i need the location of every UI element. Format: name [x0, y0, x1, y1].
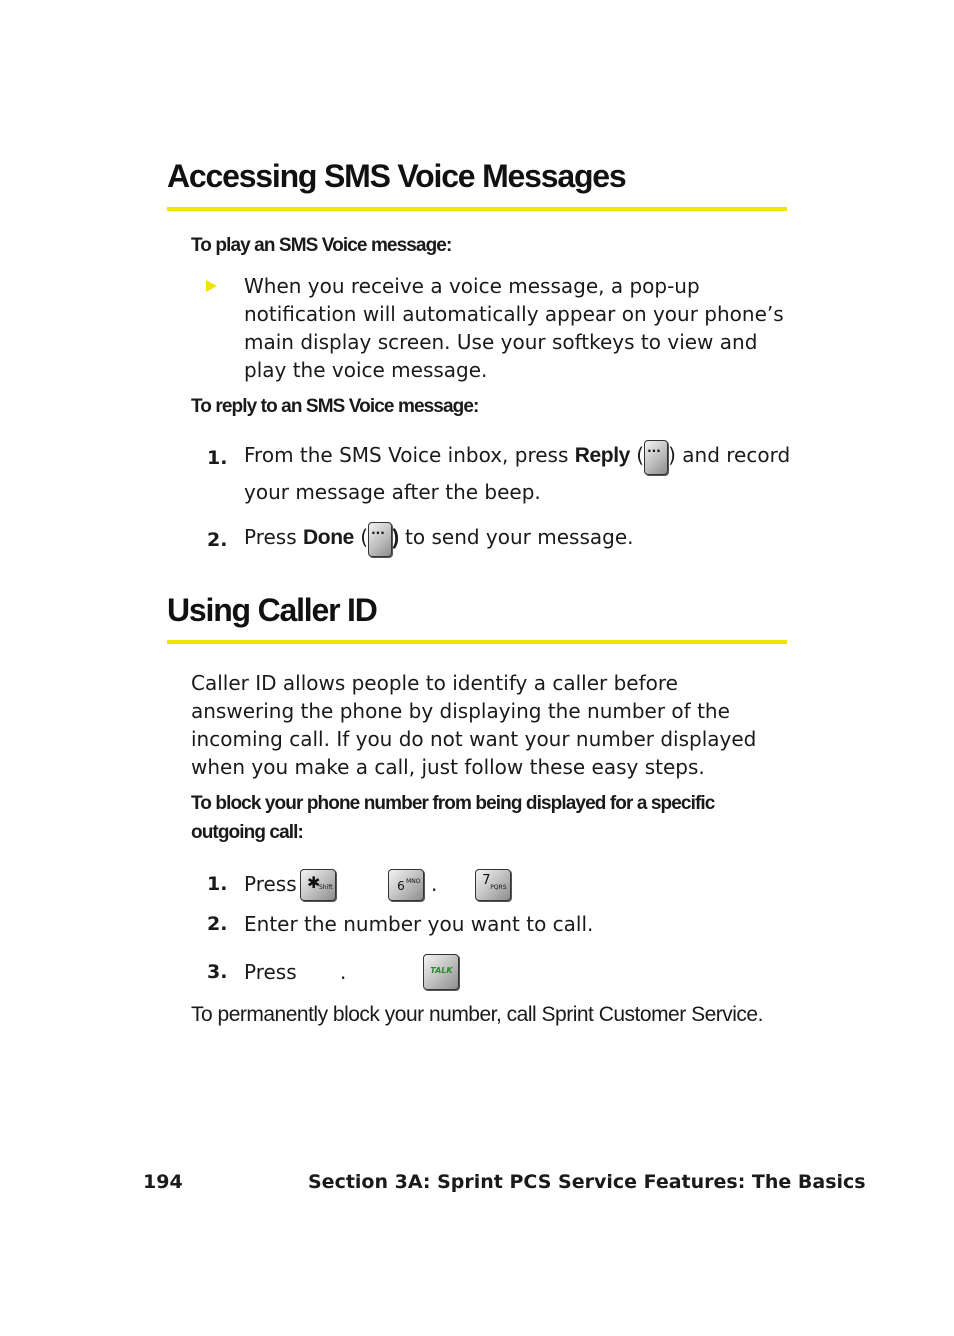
step-text-end: .	[340, 960, 347, 984]
section-rule	[167, 640, 787, 644]
section-title-sms-voice: Accessing SMS Voice Messages	[167, 158, 626, 194]
step-number: 2.	[207, 529, 228, 551]
reply-softkey-label: Reply	[574, 444, 630, 467]
softkey-glyph: ···	[371, 526, 385, 540]
step-number: 1.	[207, 447, 228, 469]
step-text-end: ) and record	[668, 443, 791, 467]
block-heading-line1: To block your phone number from being displayed for a specific	[191, 793, 715, 814]
softkey-icon	[644, 440, 668, 475]
paren-open: (	[629, 443, 645, 467]
block-heading-line2: outgoing call:	[191, 822, 303, 843]
six-glyph: 6	[397, 879, 405, 893]
six-mno-key-icon	[388, 869, 424, 901]
paren-open: (	[353, 525, 369, 549]
section-title-caller-id: Using Caller ID	[167, 592, 377, 628]
reply-step-1-line2: your message after the beep.	[244, 480, 541, 504]
pqrs-label: PQRS	[490, 884, 507, 891]
step-text: Press	[244, 960, 297, 984]
shift-label: Shift	[319, 884, 333, 891]
step-text: Press	[244, 872, 297, 896]
play-heading: To play an SMS Voice message:	[191, 235, 452, 256]
caller-id-intro: Caller ID allows people to identify a caller before answering the phone by displaying the number of the incoming call. If you do not want your number displayed when you make a call, just follow these easy steps.	[191, 671, 757, 779]
play-bullet-text: When you receive a voice message, a pop-up notification will automatically appear on your phone’s main display screen. Use your softkeys to view and play the voice message.	[244, 274, 784, 382]
mno-label: MNO	[406, 878, 421, 885]
step-text: From the SMS Voice inbox, press	[244, 443, 575, 467]
star-shift-key-icon	[300, 869, 336, 901]
reply-step-2	[244, 522, 634, 557]
page-number: 194	[143, 1171, 183, 1193]
footer-section-title: Section 3A: Sprint PCS Service Features: The Basics	[308, 1171, 866, 1193]
reply-step-1	[244, 440, 790, 475]
reply-heading: To reply to an SMS Voice message:	[191, 396, 479, 417]
step-number: 1.	[207, 873, 228, 895]
bullet-arrow-icon	[206, 280, 217, 292]
softkey-icon	[368, 522, 392, 557]
step-number: 2.	[207, 913, 228, 935]
seven-glyph: 7	[482, 873, 491, 888]
step-text: Enter the number you want to call.	[244, 912, 594, 936]
seven-pqrs-key-icon	[475, 869, 511, 901]
star-glyph: ✱	[307, 873, 321, 892]
step-number: 3.	[207, 961, 228, 983]
step-text-end: to send your message.	[398, 525, 634, 549]
softkey-glyph: ···	[647, 444, 661, 458]
step-text-end: .	[431, 872, 438, 896]
paren-close: )	[392, 526, 399, 549]
section-rule	[167, 207, 787, 211]
closing-note: To permanently block your number, call Sprint Customer Service.	[191, 1003, 763, 1026]
talk-glyph: TALK	[430, 966, 453, 975]
talk-key-icon	[423, 954, 459, 990]
done-softkey-label: Done	[303, 526, 354, 549]
step-text: Press	[244, 525, 303, 549]
